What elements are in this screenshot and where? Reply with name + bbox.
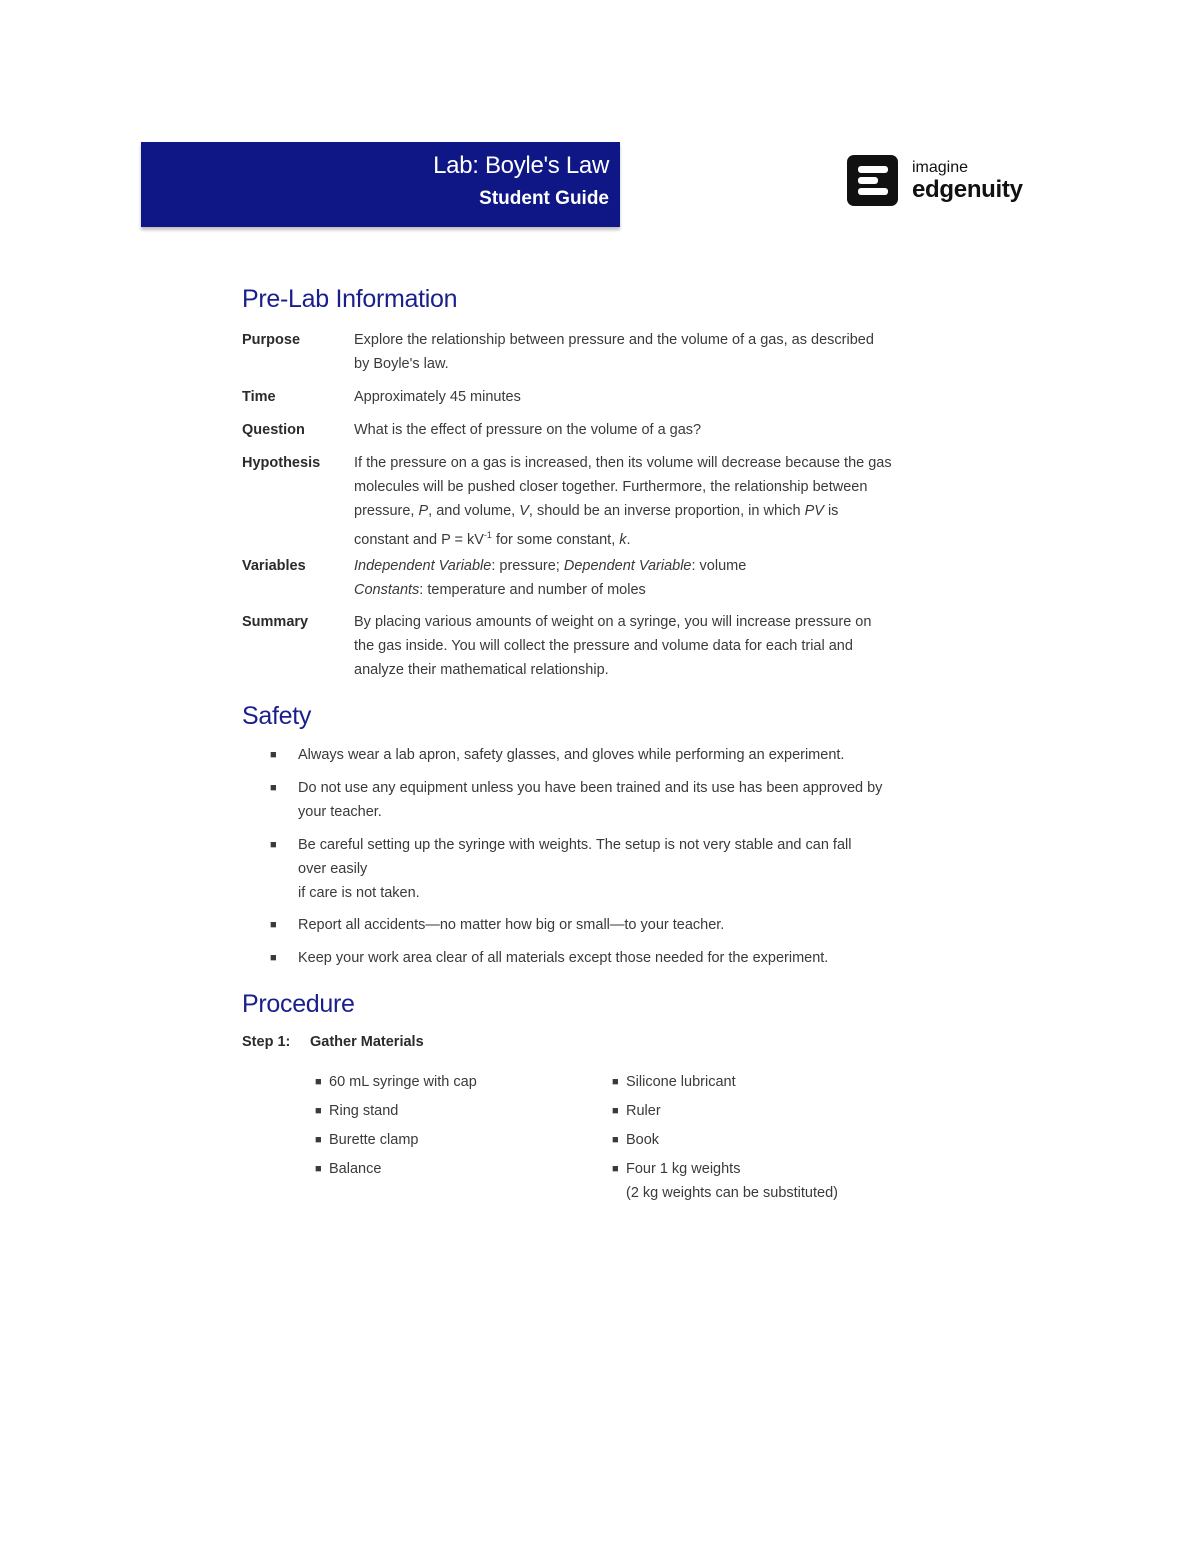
material-note: (2 kg weights can be substituted) bbox=[626, 1185, 838, 1201]
bullet-icon: ■ bbox=[270, 839, 277, 851]
variables-label: Variables bbox=[242, 558, 306, 574]
purpose-line-1: Explore the relationship between pressure and the volume of a gas, as described bbox=[354, 332, 874, 348]
bullet-icon: ■ bbox=[270, 749, 277, 761]
purpose-label: Purpose bbox=[242, 332, 301, 348]
document-subtitle: Student Guide bbox=[479, 188, 609, 209]
summary-line-2: the gas inside. You will collect the pressure and volume data for each trial and bbox=[354, 638, 853, 654]
step-number: Step 1: bbox=[242, 1034, 291, 1050]
variables-row bbox=[242, 554, 982, 602]
prelab-heading: Pre-Lab Information bbox=[242, 285, 458, 313]
safety-heading: Safety bbox=[242, 702, 312, 730]
title-banner bbox=[141, 142, 620, 227]
bullet-icon: ■ bbox=[612, 1163, 619, 1175]
hypothesis-value bbox=[354, 451, 984, 552]
bullet-icon: ■ bbox=[270, 919, 277, 931]
hypothesis-row bbox=[242, 451, 982, 547]
bullet-icon: ■ bbox=[612, 1076, 619, 1088]
bullet-icon: ■ bbox=[270, 782, 277, 794]
bullet-icon: ■ bbox=[315, 1163, 322, 1175]
summary-line-3: analyze their mathematical relationship. bbox=[354, 662, 609, 678]
bullet-icon: ■ bbox=[315, 1076, 322, 1088]
time-label: Time bbox=[242, 389, 276, 405]
summary-value bbox=[354, 610, 969, 682]
summary-label: Summary bbox=[242, 614, 309, 630]
time-value: Approximately 45 minutes bbox=[354, 389, 521, 405]
variables-line-2: Constants: temperature and number of moles bbox=[354, 582, 646, 598]
procedure-heading: Procedure bbox=[242, 990, 355, 1018]
variables-value bbox=[354, 554, 969, 602]
step-name: Gather Materials bbox=[310, 1034, 424, 1050]
hypothesis-line-3: pressure, P, and volume, V, should be an inverse proportion, in which PV is bbox=[354, 503, 839, 519]
purpose-row bbox=[242, 328, 982, 376]
question-label: Question bbox=[242, 422, 305, 438]
bullet-icon: ■ bbox=[612, 1134, 619, 1146]
purpose-value bbox=[354, 328, 969, 376]
hypothesis-line-1: If the pressure on a gas is increased, then its volume will decrease because the gas bbox=[354, 455, 892, 471]
logo-word-imagine: imagine bbox=[912, 159, 969, 176]
bullet-icon: ■ bbox=[270, 952, 277, 964]
variables-line-1: Independent Variable: pressure; Dependent Variable: volume bbox=[354, 558, 747, 574]
bullet-icon: ■ bbox=[612, 1105, 619, 1117]
hypothesis-line-2: molecules will be pushed closer together. Furthermore, the relationship between bbox=[354, 479, 868, 495]
time-row bbox=[242, 385, 982, 409]
edgenuity-logo bbox=[847, 155, 1047, 211]
summary-line-1: By placing various amounts of weight on a syringe, you will increase pressure on bbox=[354, 614, 872, 630]
bullet-icon: ■ bbox=[315, 1105, 322, 1117]
logo-word-edgenuity: edgenuity bbox=[912, 176, 1023, 203]
document-title: Lab: Boyle's Law bbox=[433, 152, 609, 179]
purpose-line-2: by Boyle's law. bbox=[354, 356, 449, 372]
question-row bbox=[242, 418, 982, 442]
question-value: What is the effect of pressure on the volume of a gas? bbox=[354, 422, 702, 438]
bullet-icon: ■ bbox=[315, 1134, 322, 1146]
summary-row bbox=[242, 610, 982, 682]
hypothesis-label: Hypothesis bbox=[242, 455, 321, 471]
edgenuity-logo-icon bbox=[847, 155, 898, 206]
hypothesis-line-4: constant and $P = kV^{-1}$ for some constant, k. bbox=[354, 530, 631, 548]
